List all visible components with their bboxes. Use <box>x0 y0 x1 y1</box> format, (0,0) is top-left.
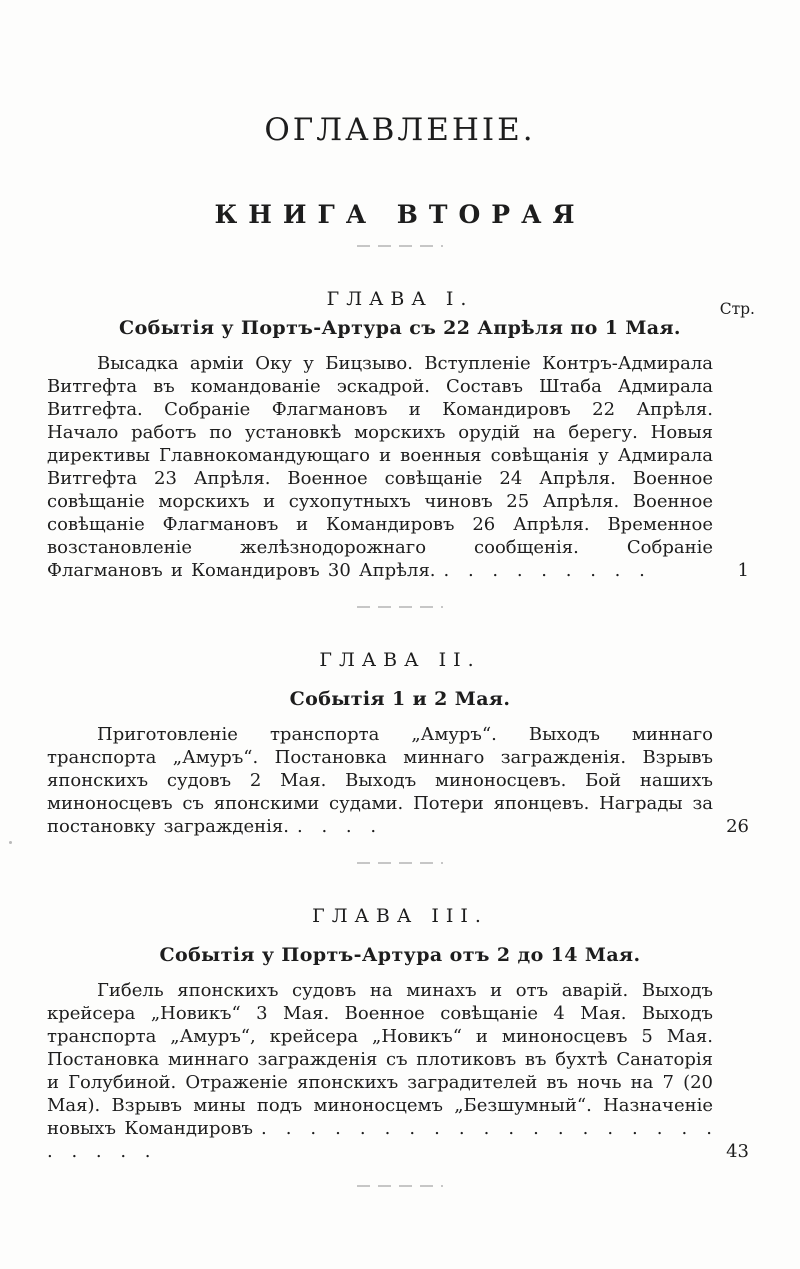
chapter-summary <box>47 352 749 582</box>
toc-entry-chapter-1: ГЛАВА I. Стр. Событія у Портъ-Артура съ 22 Апрѣля по 1 Мая. Высадка арміи Оку у Бицзыво. Вступленіе Контръ-Адмирала Витгефта въ командованіе эскадрой. Составъ Штаба Адмирала Витгефта. Собраніе Флагмановъ и Командировъ 22 Апрѣля. Начало работъ по установкѣ морскихъ орудій на берегу. Новыя директивы Главнокомандующаго и военныя совѣщанія у Адмирала Витгефта 23 Апрѣля. Военное совѣщаніе 24 Апрѣля. Военное совѣщаніе морскихъ и сухопутныхъ чиновъ 25 Апрѣля. Военное совѣщаніе Флагмановъ и Командировъ 26 Апрѣля. Временное возстановленіе желѣзнодорожнаго сообщенія. Собраніе Флагмановъ и Командировъ 30 Апрѣля. . . . . . . . . . 1 <box>47 288 753 608</box>
page-number: 1 <box>737 560 749 581</box>
section-divider <box>357 1185 443 1187</box>
page-title: ОГЛАВЛЕНІЕ. <box>264 112 536 148</box>
chapter-summary <box>47 979 749 1163</box>
toc-entry-chapter-2 <box>47 649 753 864</box>
page-number: 43 <box>726 1141 749 1162</box>
chapter-heading: ГЛАВА II. <box>319 649 481 671</box>
chapter-title: Событія у Портъ-Артура съ 22 Апрѣля по 1 Мая. <box>119 317 681 339</box>
chapter-title: Событія у Портъ-Артура отъ 2 до 14 Мая. <box>159 944 641 966</box>
toc-entry-chapter-3 <box>47 905 753 1187</box>
chapter-heading: ГЛАВА III. <box>312 905 488 927</box>
summary-text: Гибель японскихъ судовъ на минахъ и отъ аварій. Выходъ крейсера „Новикъ“ 3 Мая. Военное совѣщаніе 4 Мая. Выходъ транспорта „Амуръ“, крейсера „Новикъ“ и миноносцевъ 5 Мая. Постановка миннаго загражденія съ плотиковъ въ бухтѣ Санаторія и Голубиной. Отраженіе японскихъ заградителей въ ночь на 7 (20 Мая). Взрывъ мины подъ миноносцемъ „Безшумный“. Назначеніе новыхъ Командировъ <box>47 980 713 1139</box>
section-divider <box>357 245 443 247</box>
chapter-summary <box>47 723 749 838</box>
chapter-heading: ГЛАВА I. <box>326 288 474 310</box>
dot-leader: . . . . <box>297 816 378 837</box>
section-divider <box>357 862 443 864</box>
dot-leader: . . . . . . . . . . . . . . . . . . . . . . . . <box>47 1118 713 1162</box>
chapter-title: Событія 1 и 2 Мая. <box>289 688 511 710</box>
summary-text: Приготовленіе транспорта „Амуръ“. Выходъ миннаго транспорта „Амуръ“. Постановка миннаго загражденія. Взрывъ японскихъ судовъ 2 Мая. Выходъ миноносцевъ. Бой нашихъ миноносцевъ съ японскими судами. Потери японцевъ. Награды за постановку загражденія. <box>47 724 713 837</box>
book-title: КНИГА ВТОРАЯ <box>214 200 586 229</box>
scan-artifact <box>9 841 12 844</box>
page-number: 26 <box>726 816 749 837</box>
summary-text: Высадка арміи Оку у Бицзыво. Вступленіе Контръ-Адмирала Витгефта въ командованіе эскадрой. Составъ Штаба Адмирала Витгефта. Собраніе Флагмановъ и Командировъ 22 Апрѣля. Начало работъ по установкѣ морскихъ орудій на берегу. Новыя директивы Главнокомандующаго и военныя совѣщанія у Адмирала Витгефта 23 Апрѣля. Военное совѣщаніе 24 Апрѣля. Военное совѣщаніе морскихъ и сухопутныхъ чиновъ 25 Апрѣля. Военное совѣщаніе Флагмановъ и Командировъ 26 Апрѣля. Временное возстановленіе желѣзнодорожнаго сообщенія. Собраніе Флагмановъ и Командировъ 30 Апрѣля. <box>47 353 713 581</box>
dot-leader: . . . . . . . . . <box>443 560 646 581</box>
section-divider <box>357 606 443 608</box>
